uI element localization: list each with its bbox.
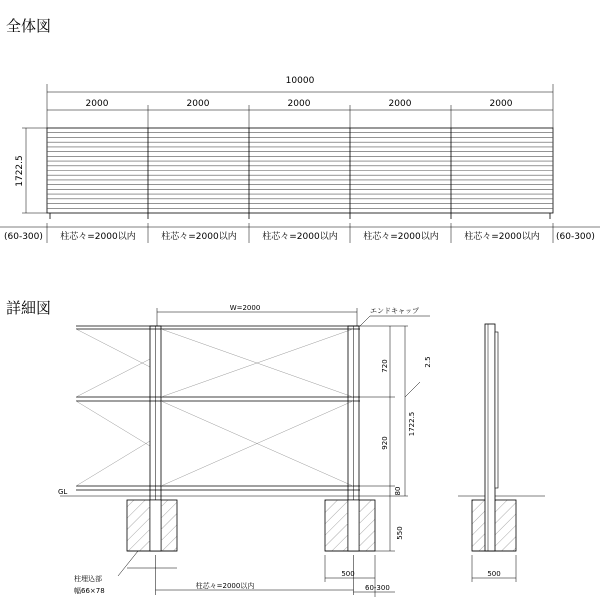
detail-title: 詳細図 [6,299,52,317]
width-label: W=2000 [229,304,261,312]
detail-fence-front [76,326,360,551]
side-footing-500: 500 [487,570,501,578]
dim-550: 550 [396,526,404,540]
dim-80: 80 [394,486,402,496]
end-gap-right: (60-300) [556,232,595,242]
span-label: 2000 [287,99,311,109]
fence-panels [47,128,553,219]
post-spacing-label: 柱芯々=2000以内 [60,232,136,242]
dim-2-5: 2.5 [424,356,432,368]
height-dimension [15,128,47,213]
end-cap-callout [360,307,430,326]
span-label: 2000 [85,99,109,109]
post-spacing-label: 柱芯々=2000以内 [161,232,237,242]
detail-post-spacing: 柱芯々=2000以内 [195,582,255,590]
span-label: 2000 [489,99,513,109]
end-gap-label: 60-300 [365,584,390,592]
detail-bottom-dimensions [74,551,395,597]
height-label: 1722.5 [15,155,25,187]
gl-label: GL [58,488,68,496]
total-width-label: 10000 [285,76,315,86]
ground-and-footings [58,488,385,551]
dim-920: 920 [381,436,389,450]
detail-top-dimension [157,304,357,326]
side-section [458,324,545,582]
span-label: 2000 [388,99,412,109]
span-dimensions [47,99,553,128]
overall-title: 全体図 [6,17,52,35]
footing-500: 500 [341,570,355,578]
dim-720: 720 [381,359,389,373]
span-label: 2000 [186,99,210,109]
post-spacing-label: 柱芯々=2000以内 [363,232,439,242]
post-spacing-label: 柱芯々=2000以内 [464,232,540,242]
post-spacing-row [0,223,600,243]
dim-1722-5: 1722.5 [408,411,416,437]
post-width-label: 幅66×78 [74,587,105,595]
post-spacing-label: 柱芯々=2000以内 [262,232,338,242]
post-embed-label: 柱埋込部 [74,575,102,583]
end-gap-left: (60-300) [4,232,43,242]
end-cap-label: エンドキャップ [370,307,419,315]
